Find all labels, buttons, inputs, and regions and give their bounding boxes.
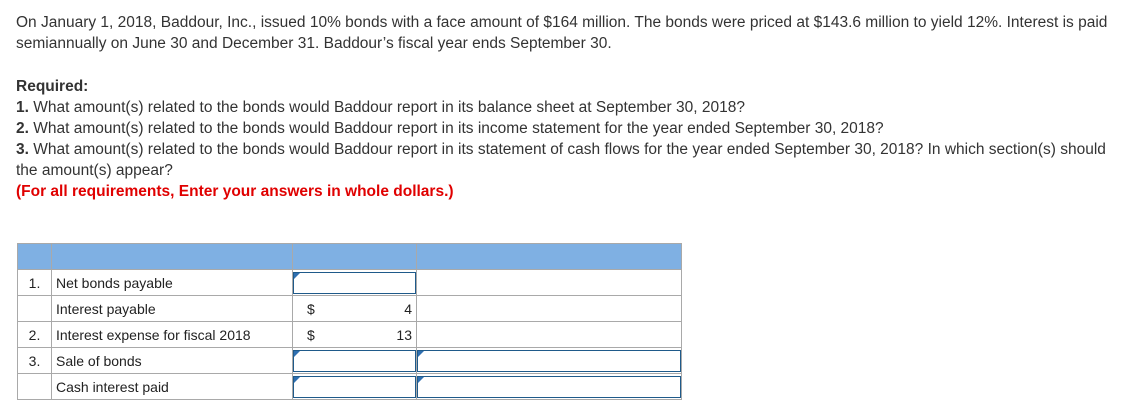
requirement-3-text: What amount(s) related to the bonds would Baddour report in its statement of cash flows for the year ended September 30, 2018? In which section(s) should the amount(s) appear? xyxy=(16,141,1106,179)
interest-payable-input[interactable] xyxy=(293,296,417,322)
requirement-2-text: What amount(s) related to the bonds would Baddour report in its income statement for the year ended September 30, 2018? xyxy=(33,120,884,137)
cash-interest-paid-section-input[interactable] xyxy=(417,374,682,400)
requirement-3 xyxy=(16,139,1121,181)
row-number xyxy=(18,296,52,322)
requirement-1-text: What amount(s) related to the bonds would Baddour report in its balance sheet at September 30, 2018? xyxy=(33,99,745,116)
table-row xyxy=(18,348,682,374)
requirement-2-number: 2. xyxy=(16,120,29,137)
header-cell xyxy=(293,244,417,270)
row-label: Net bonds payable xyxy=(52,270,293,296)
header-cell xyxy=(18,244,52,270)
table-row xyxy=(18,270,682,296)
table-row xyxy=(18,322,682,348)
row-number: 3. xyxy=(18,348,52,374)
requirement-3-number: 3. xyxy=(16,141,29,158)
net-bonds-payable-input[interactable] xyxy=(293,270,417,296)
input-box[interactable] xyxy=(417,376,681,398)
table-row xyxy=(18,374,682,400)
input-box[interactable] xyxy=(417,350,681,372)
currency-symbol: $ xyxy=(307,326,315,343)
required-heading: Required: xyxy=(16,78,89,95)
row-number: 1. xyxy=(18,270,52,296)
instruction-note: (For all requirements, Enter your answers in whole dollars.) xyxy=(16,183,454,200)
empty-cell xyxy=(417,296,682,322)
row-number: 2. xyxy=(18,322,52,348)
answer-table xyxy=(17,243,682,400)
input-box[interactable] xyxy=(293,272,416,294)
table-row xyxy=(18,296,682,322)
currency-symbol: $ xyxy=(307,300,315,317)
requirement-2 xyxy=(16,118,1121,139)
problem-intro: On January 1, 2018, Baddour, Inc., issued 10% bonds with a face amount of $164 million. The bonds were priced at $143.6 million to yield 12%. Interest is paid semiannually on June 30 and December 31. Baddour’s fiscal year ends September 30. xyxy=(16,14,1108,52)
header-cell xyxy=(52,244,293,270)
cell-value[interactable]: 13 xyxy=(396,326,412,343)
empty-cell xyxy=(417,322,682,348)
empty-cell xyxy=(417,270,682,296)
header-cell xyxy=(417,244,682,270)
row-number xyxy=(18,374,52,400)
row-label: Cash interest paid xyxy=(52,374,293,400)
problem-statement xyxy=(16,12,1121,202)
interest-expense-input[interactable] xyxy=(293,322,417,348)
sale-of-bonds-section-input[interactable] xyxy=(417,348,682,374)
input-box[interactable] xyxy=(293,350,416,372)
input-box[interactable] xyxy=(293,376,416,398)
sale-of-bonds-input[interactable] xyxy=(293,348,417,374)
cell-value[interactable]: 4 xyxy=(404,300,412,317)
requirement-1 xyxy=(16,97,1121,118)
requirement-1-number: 1. xyxy=(16,99,29,116)
row-label: Interest payable xyxy=(52,296,293,322)
cash-interest-paid-input[interactable] xyxy=(293,374,417,400)
table-header-row xyxy=(18,244,682,270)
row-label: Interest expense for fiscal 2018 xyxy=(52,322,293,348)
row-label: Sale of bonds xyxy=(52,348,293,374)
